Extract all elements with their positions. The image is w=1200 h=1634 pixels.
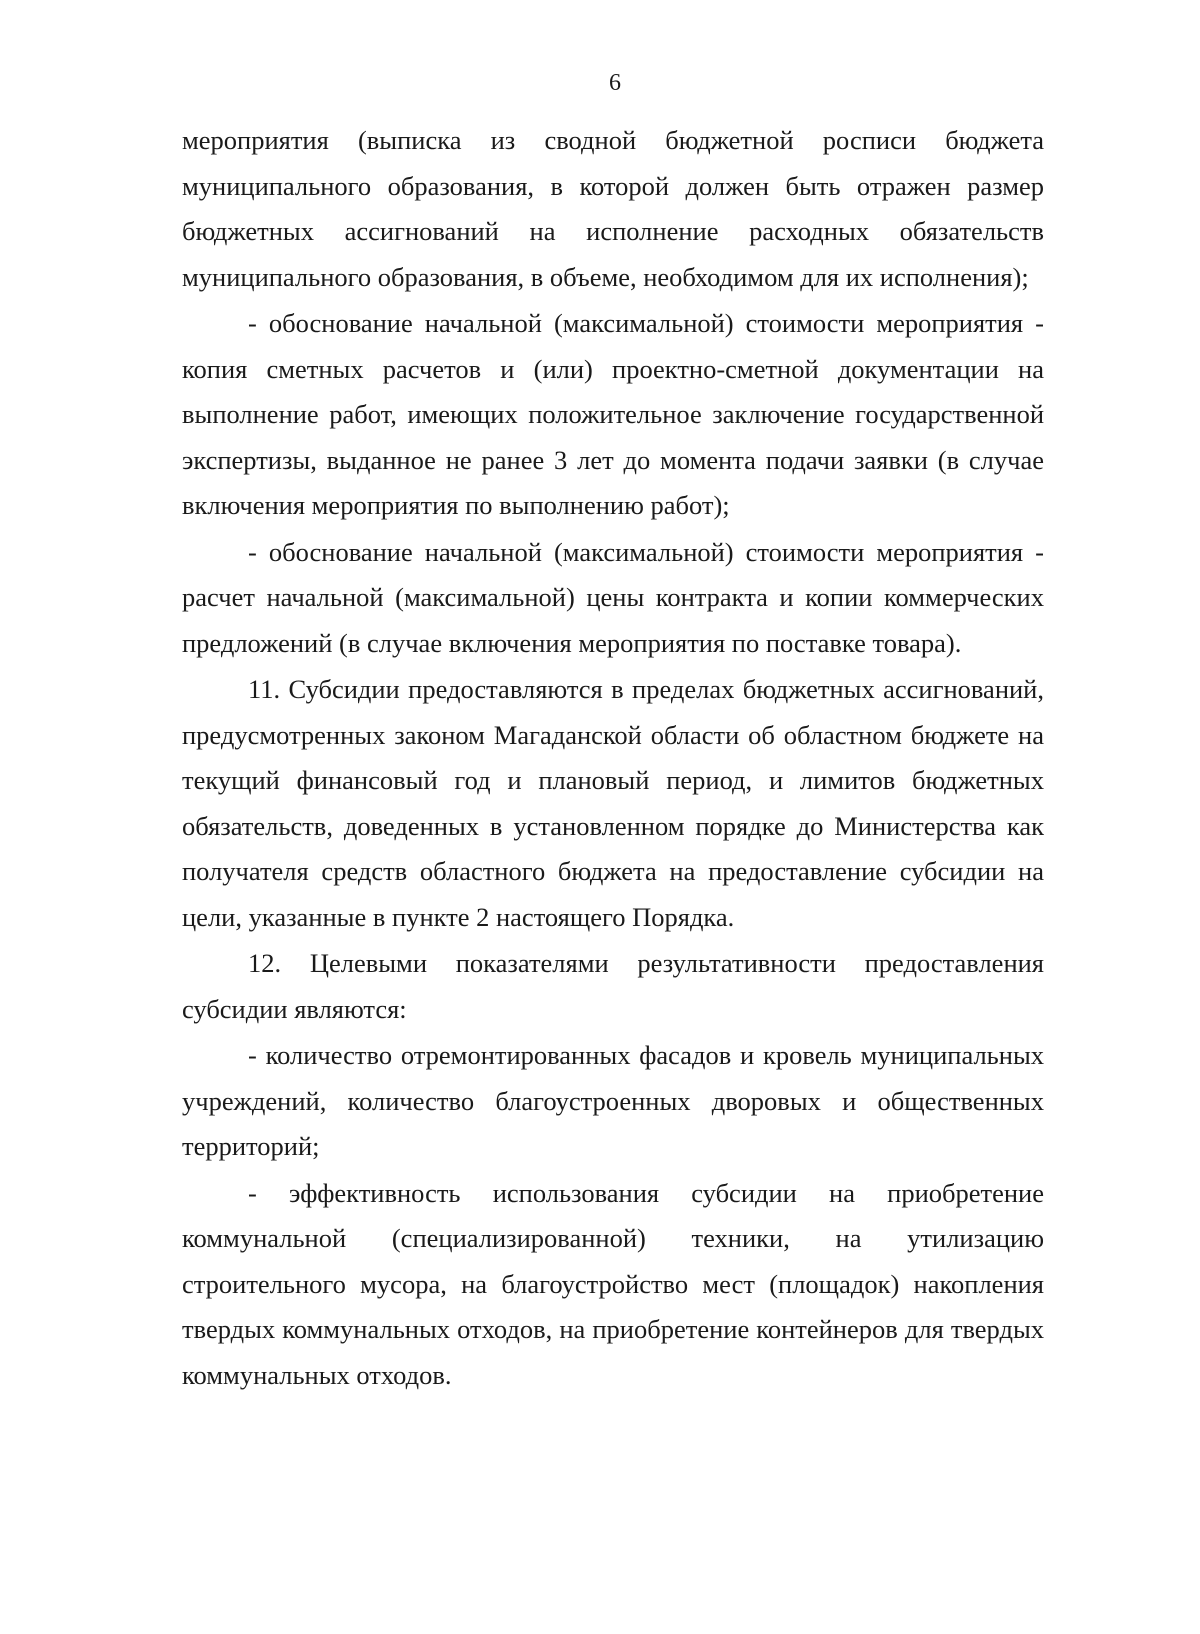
paragraph-continuation: мероприятия (выписка из сводной бюджетной росписи бюджета муниципального образования, в которой должен быть отражен размер бюджетных ассигнований на исполнение расходных обязательств муниципального образования, в объеме, необходимом для их исполнения); (182, 125, 1044, 292)
page-number: 6 (609, 70, 621, 96)
paragraph-contract-price: - обоснование начальной (максимальной) стоимости мероприятия - расчет начальной (максимальной) цены контракта и копии коммерческих предложений (в случае включения мероприятия по поставке товара). (182, 536, 1044, 658)
paragraph-item-11: 11. Субсидии предоставляются в пределах бюджетных ассигнований, предусмотренных законом Магаданской области об областном бюджете на текущий финансовый год и плановый период, и лимитов бюджетных обязательств, доведенных в установленном порядке до Министерства как получателя средств областного бюджета на предоставление субсидии на цели, указанные в пункте 2 настоящего Порядка. (182, 674, 1044, 932)
document-body (182, 118, 1044, 1398)
paragraph-item-12: 12. Целевыми показателями результативности предоставления субсидии являются: (182, 948, 1044, 1024)
paragraph-repaired-facades: - количество отремонтированных фасадов и кровель муниципальных учреждений, количество благоустроенных дворовых и общественных территорий; (182, 1040, 1044, 1161)
paragraph-estimate-documentation: - обоснование начальной (максимальной) стоимости мероприятия - копия сметных расчетов и (или) проектно-сметной документации на выполнение работ, имеющих положительное заключение государственной экспертизы, выданное не ранее 3 лет до момента подачи заявки (в случае включения мероприятия по выполнению работ); (182, 308, 1044, 520)
paragraph-subsidy-efficiency: - эффективность использования субсидии на приобретение коммунальной (специализированной) техники, на утилизацию строительного мусора, на благоустройство мест (площадок) накопления твердых коммунальных отходов, на приобретение контейнеров для твердых коммунальных отходов. (182, 1177, 1044, 1390)
